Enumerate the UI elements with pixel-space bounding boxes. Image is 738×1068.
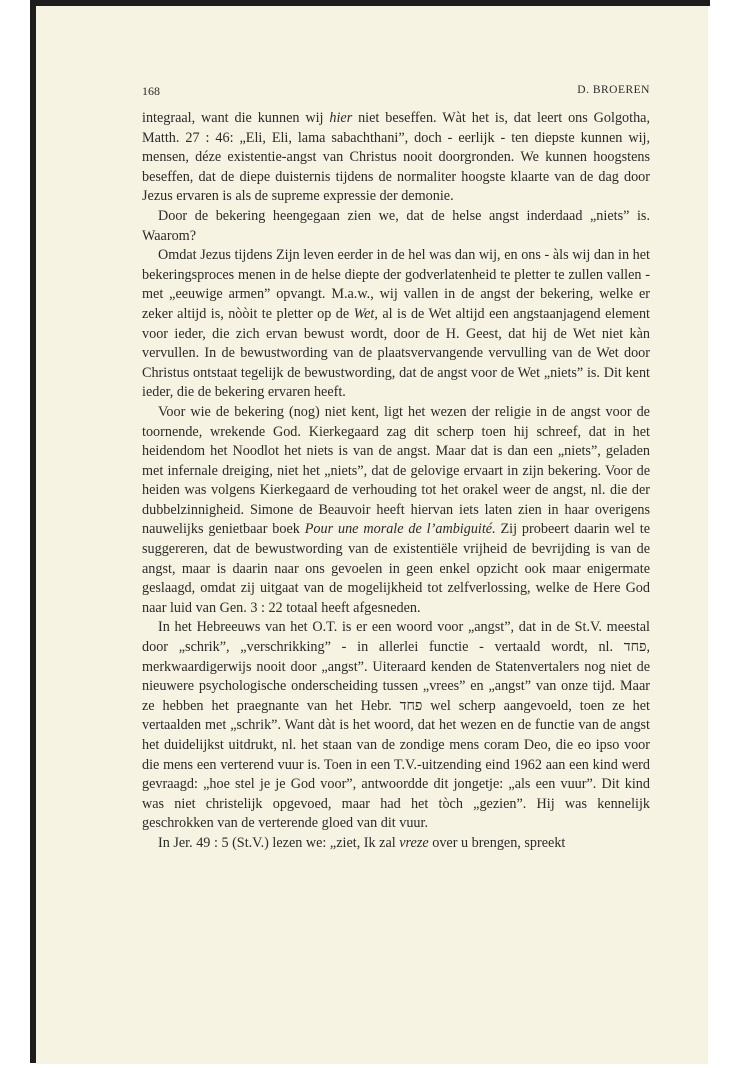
paragraph <box>142 403 650 619</box>
body-text <box>142 109 650 854</box>
text-run: Omdat Jezus tijdens Zijn leven eerder in de hel was dan wij, en ons - àls wij dan in het bekeringsproces menen in de helse diepte der godverlatenheid te pletter te zullen vallen - met „eeuwige armen” opvangt. M.a.w., wij vallen in de angst der bekering, welke er zeker altijd is, nòòit te pletter op de <box>142 247 650 322</box>
text-run: al is de Wet altijd een angstaanjagend element voor ieder, die zich ervan bewust wordt, door de H. Geest, dat hij de Wet niet kàn vervullen. In de bewustwording van de plaatsvervangende vervulling van de Wet door Christus ontstaat tegelijk de bewustwording, dat de angst voor de Wet „niets” is. Dit kent ieder, die de bekering ervaren heeft. <box>142 305 650 401</box>
italic-run: Pour une morale de l’ambiguité. <box>304 521 496 538</box>
paragraph <box>142 246 650 403</box>
scan-border-left <box>30 0 36 1063</box>
italic-run: hier <box>329 110 353 126</box>
page-number: 168 <box>142 84 160 98</box>
text-run: Door de bekering heengegaan zien we, dat de helse angst inderdaad „niets” is. Waarom? <box>142 207 650 244</box>
paragraph <box>142 207 650 246</box>
scan-border-top <box>30 0 710 6</box>
italic-run: Wet, <box>353 305 378 322</box>
paragraph <box>142 834 650 854</box>
paragraph <box>142 109 650 207</box>
text-run: Voor wie de bekering (nog) niet kent, ligt het wezen der religie in de angst voor de toornende, wrekende God. Kierkegaard zag dit scherp toen hij schreef, dat in het heidendom het Noodlot het niets is van de angst. Maar dat is dan een „niets”, geladen met infernale dreiging, niet het „niets”, dat de gelovige ervaart in zijn bekering. Voor de heiden was volgens Kierkegaard de verhouding tot het orakel weer de angst, nl. die der dubbelzinnigheid. Simone de Beauvoir heeft hiervan iets laten zien in haar overigens nauwelijks genietbaar boek <box>142 403 650 538</box>
text-run: In Jer. 49 : 5 (St.V.) lezen we: „ziet, Ik zal <box>158 834 400 851</box>
page-header <box>142 84 650 100</box>
text-run: over u brengen, spreekt <box>428 834 566 851</box>
paragraph <box>142 618 650 834</box>
italic-run: vreze <box>399 834 429 851</box>
text-run: niet beseffen. Wàt het is, dat leert ons Golgotha, Matth. 27 : 46: „Eli, Eli, lama sabachthani”, doch - eerlijk - ten diepste kunnen wij, mensen, déze existentie-angst van Christus nooit doorgronden. We kunnen hoogstens beseffen, dat de diepe duisternis tijdens de normaliter hoogste klaarte van de dag door Jezus ervaren is als de supreme expressie der demonie. <box>142 110 651 205</box>
text-run: In het Hebreeuws van het O.T. is er een woord voor „angst”, dat in de St.V. meestal door „schrik”, „verschrikking” - in allerlei functie - vertaald wordt, nl. פחד, merkwaardigerwijs nooit door „angst”. Uiteraard kenden de Statenvertalers nog niet de nieuwere psychologische onderscheiding tussen „vrees” en „angst” van onze tijd. Maar ze hebben het praegnante van het Hebr. פחד wel scherp aangevoeld, toen ze het vertaalden met „schrik”. Want dàt is het woord, dat het wezen en de functie van de angst het duidelijkst uitdrukt, nl. het staan van de zondige mens coram Deo, die eo ipso voor die mens een verterend vuur is. Toen in een T.V.-uitzending eind 1962 aan een kind werd gevraagd: „hoe stel je je God voor”, antwoordde dit jongetje: „als een vuur”. Dit kind was niet christelijk opgevoed, maar had het tòch „gezien”. Hij was kennelijk geschrokken van de verterende gloed van dit vuur. <box>142 619 650 832</box>
text-run: Zij probeert daarin wel te suggereren, dat de bewustwording van de existentiële vrijheid de bevrijding is van de angst, maar is daarin naar ons gevoelen in geen enkel opzicht ook maar enigermate geslaagd, omdat zij uitgaat van de mogelijkheid tot zelfverlossing, welke de Here God naar luid van Gen. 3 : 22 totaal heeft afgesneden. <box>142 521 650 616</box>
running-head: D. BROEREN <box>577 84 650 96</box>
text-run: integraal, want die kunnen wij <box>142 110 330 126</box>
